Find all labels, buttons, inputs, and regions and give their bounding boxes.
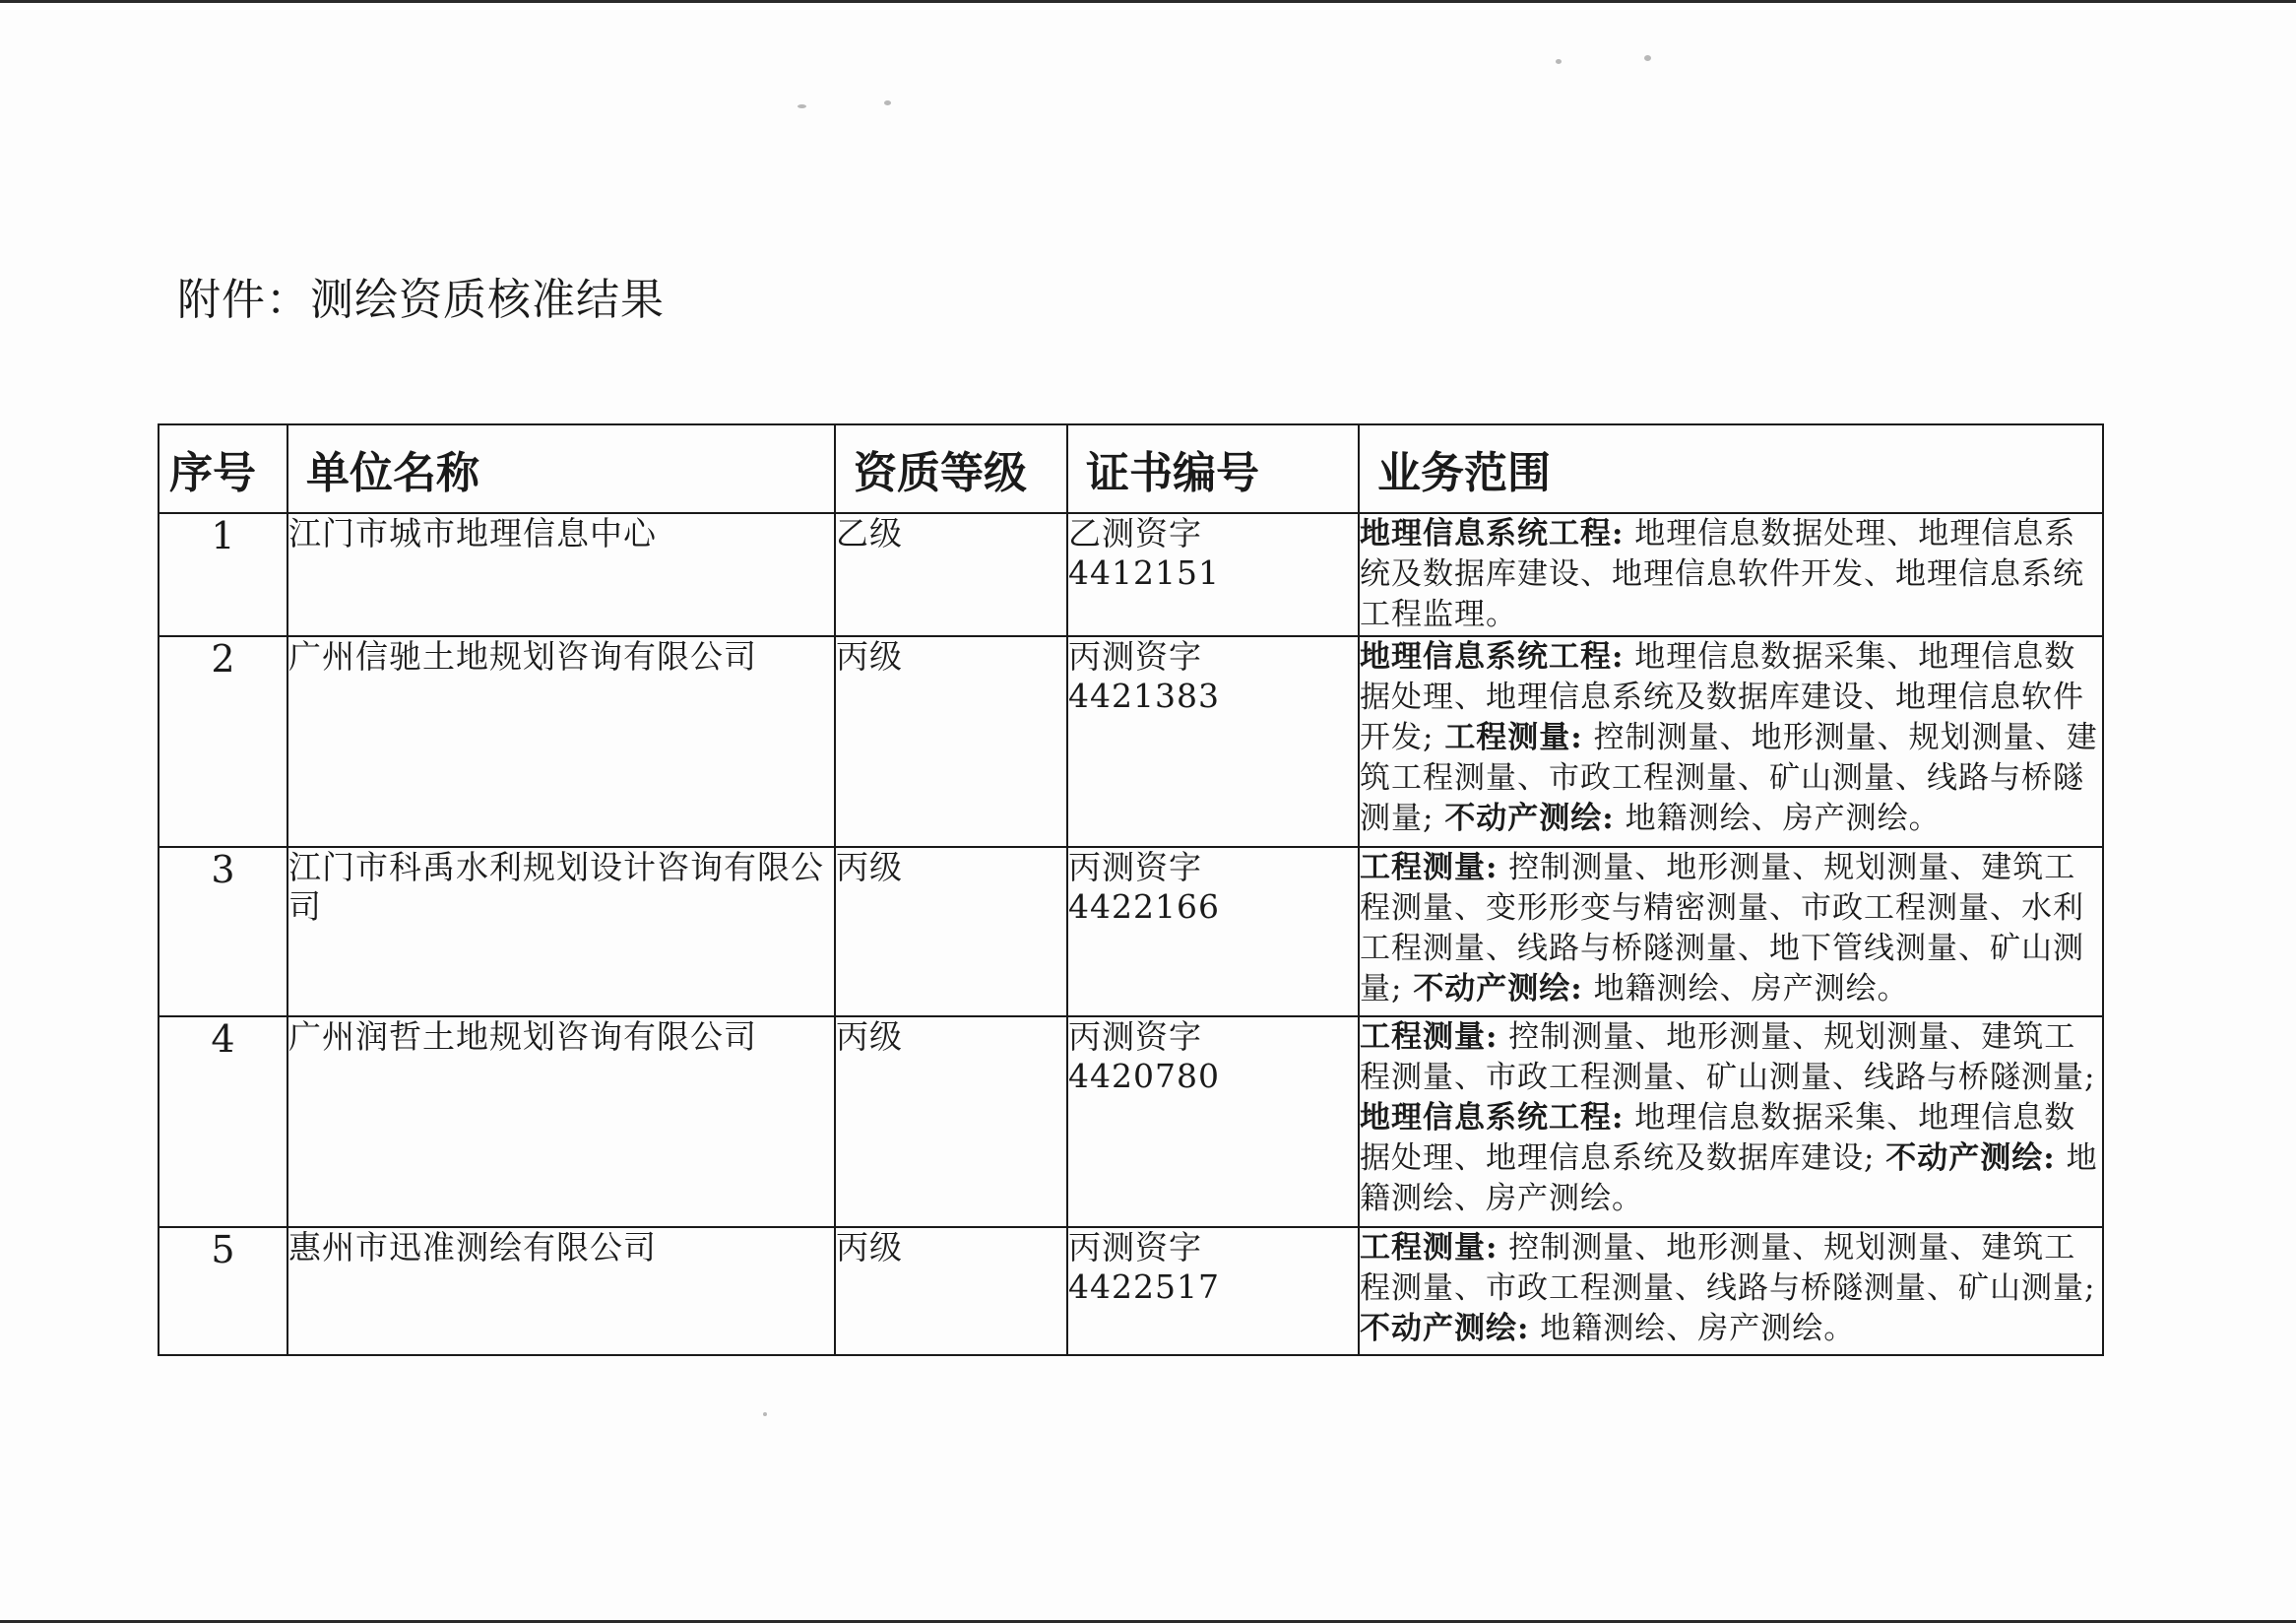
table-row	[159, 513, 2103, 636]
row-business-scope	[1359, 847, 2103, 1016]
row-certificate-number: 丙测资字 4420780	[1067, 1016, 1359, 1227]
scope-category-label: 不动产测绘:	[1413, 971, 1583, 1006]
scope-category-items: 控制测量、地形测量、规划测量、建筑工程测量、市政工程测量、矿山测量、线路与桥隧测量;	[1360, 1019, 2096, 1095]
row-index: 1	[159, 513, 287, 636]
scope-category-label: 地理信息系统工程:	[1360, 516, 1625, 552]
table-body	[159, 513, 2103, 1355]
scope-category-items: 控制测量、地形测量、规划测量、建筑工程测量、市政工程测量、矿山测量、线路与桥隧测量;	[1360, 720, 2098, 836]
row-qualification-level: 丙级	[835, 847, 1067, 1016]
scope-category-items: 地籍测绘、房产测绘。	[1582, 971, 1909, 1006]
scope-category-label: 工程测量:	[1360, 1019, 1499, 1055]
scope-category-items: 地理信息数据处理、地理信息系统及数据库建设、地理信息软件开发、地理信息系统工程监理。	[1360, 516, 2084, 632]
scan-speck	[797, 104, 806, 108]
row-index: 2	[159, 636, 287, 847]
table-row	[159, 847, 2103, 1016]
scan-speck	[1644, 55, 1651, 61]
scope-category-label: 不动产测绘:	[1885, 1140, 2056, 1176]
qualification-results-table	[158, 423, 2104, 1356]
scan-speck	[1556, 59, 1562, 64]
table-header-row	[159, 424, 2103, 513]
row-unit-name: 江门市城市地理信息中心	[287, 513, 835, 636]
header-business-scope: 业务范围	[1359, 424, 2103, 513]
scan-top-edge	[0, 0, 2296, 3]
row-index: 3	[159, 847, 287, 1016]
scope-category-items: 地理信息数据采集、地理信息数据处理、地理信息系统及数据库建设;	[1360, 1100, 2076, 1176]
row-unit-name: 广州润哲土地规划咨询有限公司	[287, 1016, 835, 1227]
row-certificate-number: 丙测资字 4422517	[1067, 1227, 1359, 1355]
row-unit-name: 江门市科禹水利规划设计咨询有限公司	[287, 847, 835, 1016]
table-row	[159, 1227, 2103, 1355]
row-qualification-level: 丙级	[835, 1227, 1067, 1355]
table-row	[159, 636, 2103, 847]
scope-category-items: 控制测量、地形测量、规划测量、建筑工程测量、变形形变与精密测量、市政工程测量、水利工程测量、线路与桥隧测量、地下管线测量、矿山测量;	[1360, 850, 2084, 1006]
row-certificate-number: 乙测资字 4412151	[1067, 513, 1359, 636]
scope-category-label: 工程测量:	[1360, 1230, 1499, 1266]
scope-category-items: 控制测量、地形测量、规划测量、建筑工程测量、市政工程测量、线路与桥隧测量、矿山测量;	[1360, 1230, 2096, 1306]
scope-category-label: 地理信息系统工程:	[1360, 1100, 1625, 1136]
row-business-scope	[1359, 1016, 2103, 1227]
scope-category-items: 地籍测绘、房产测绘。	[1529, 1311, 1856, 1346]
header-unit-name: 单位名称	[287, 424, 835, 513]
row-qualification-level: 丙级	[835, 1016, 1067, 1227]
row-business-scope	[1359, 636, 2103, 847]
header-index: 序号	[159, 424, 287, 513]
scope-category-label: 工程测量:	[1444, 720, 1583, 755]
row-qualification-level: 乙级	[835, 513, 1067, 636]
header-certificate-number: 证书编号	[1067, 424, 1359, 513]
scope-category-label: 不动产测绘:	[1360, 1311, 1530, 1346]
row-unit-name: 惠州市迅准测绘有限公司	[287, 1227, 835, 1355]
header-qualification-level: 资质等级	[835, 424, 1067, 513]
row-business-scope	[1359, 513, 2103, 636]
row-index: 4	[159, 1016, 287, 1227]
row-index: 5	[159, 1227, 287, 1355]
scan-speck	[763, 1412, 767, 1416]
scope-category-items: 地籍测绘、房产测绘。	[1360, 1140, 2098, 1216]
scope-category-items: 地籍测绘、房产测绘。	[1614, 801, 1941, 836]
scope-category-label: 地理信息系统工程:	[1360, 639, 1625, 675]
table-row	[159, 1016, 2103, 1227]
row-qualification-level: 丙级	[835, 636, 1067, 847]
scope-category-label: 不动产测绘:	[1444, 801, 1615, 836]
row-certificate-number: 丙测资字 4422166	[1067, 847, 1359, 1016]
row-unit-name: 广州信驰土地规划咨询有限公司	[287, 636, 835, 847]
scan-speck	[884, 100, 891, 105]
document-title: 附件：测绘资质核准结果	[177, 275, 665, 325]
row-business-scope	[1359, 1227, 2103, 1355]
row-certificate-number: 丙测资字 4421383	[1067, 636, 1359, 847]
scope-category-label: 工程测量:	[1360, 850, 1499, 885]
scope-category-items: 地理信息数据采集、地理信息数据处理、地理信息系统及数据库建设、地理信息软件开发;	[1360, 639, 2084, 755]
